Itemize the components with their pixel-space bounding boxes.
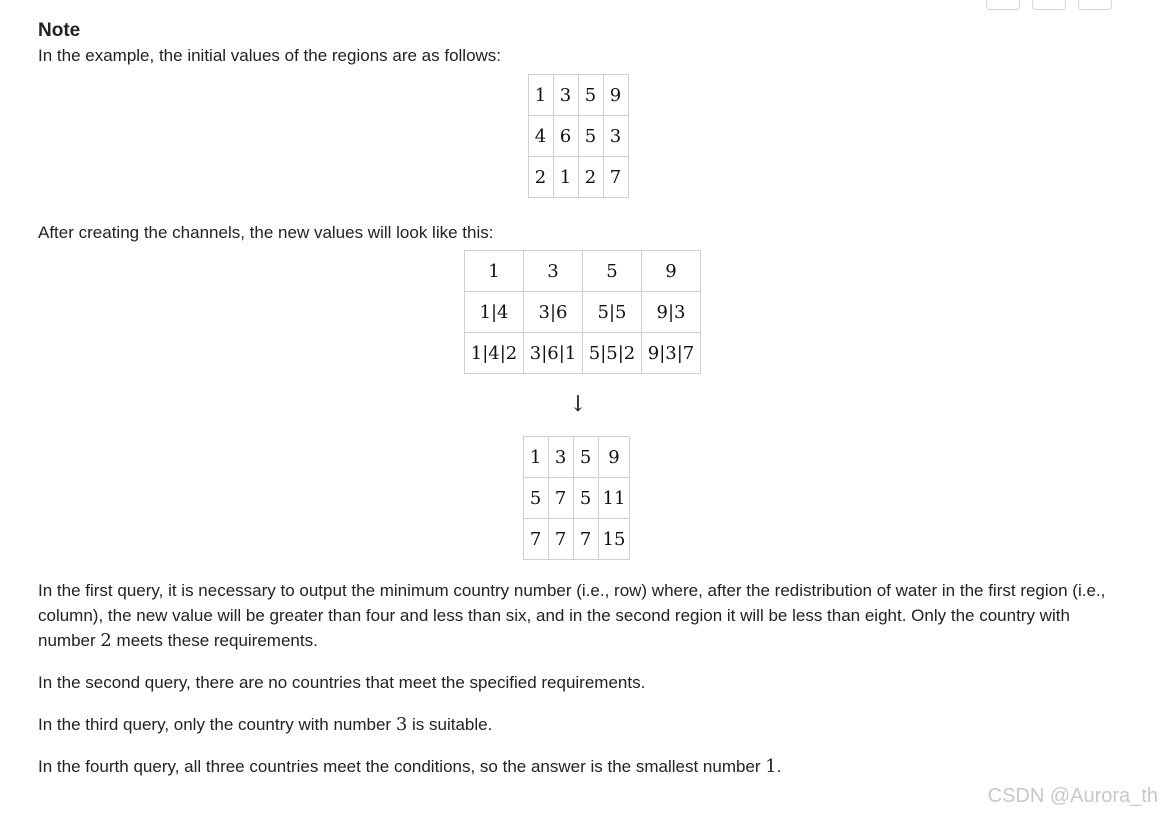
table-cell: 9|3	[642, 292, 701, 333]
table-cell: 5	[523, 478, 548, 519]
new-values-table	[523, 436, 631, 560]
table-cell: 7	[548, 519, 573, 560]
table-cell: 9	[598, 437, 630, 478]
initial-values-table	[528, 74, 629, 198]
table-cell: 9	[603, 75, 628, 116]
translate-icon[interactable]	[1078, 0, 1112, 10]
table-cell: 9|3|7	[642, 333, 701, 374]
table-cell: 5	[578, 75, 603, 116]
table-cell: 3	[548, 437, 573, 478]
channels-table-wrap	[47, 250, 1118, 374]
table-cell: 1	[528, 75, 553, 116]
more-icon[interactable]	[986, 0, 1020, 10]
table-cell: 2	[528, 157, 553, 198]
table-cell: 7	[573, 519, 598, 560]
note-section	[38, 19, 1118, 779]
table-cell: 7	[548, 478, 573, 519]
down-arrow: ↓	[568, 392, 588, 417]
query-4-explanation: In the fourth query, all three countries meet the conditions, so the answer is the smallest number 1.	[38, 756, 782, 777]
table-cell: 7	[523, 519, 548, 560]
table-cell: 1	[465, 251, 524, 292]
table-cell: 15	[598, 519, 630, 560]
table-cell: 3	[603, 116, 628, 157]
table-cell: 1	[553, 157, 578, 198]
after-text: After creating the channels, the new values will look like this:	[38, 223, 494, 242]
intro-text: In the example, the initial values of the regions are as follows:	[38, 46, 502, 65]
new-values-table-wrap	[35, 436, 1118, 560]
channels-table	[464, 250, 701, 374]
table-cell: 3	[524, 251, 583, 292]
table-cell: 1|4	[465, 292, 524, 333]
table-cell: 2	[578, 157, 603, 198]
initial-table-wrap	[38, 74, 1118, 198]
table-cell: 5	[578, 116, 603, 157]
table-row	[528, 116, 628, 157]
note-heading: Note	[38, 20, 81, 41]
table-row	[465, 251, 701, 292]
table-cell: 5	[583, 251, 642, 292]
toolbar-buttons	[986, 0, 1112, 10]
table-cell: 5|5	[583, 292, 642, 333]
table-cell: 1|4|2	[465, 333, 524, 374]
table-row	[523, 437, 630, 478]
table-cell: 5	[573, 478, 598, 519]
table-cell: 3	[553, 75, 578, 116]
table-cell: 5|5|2	[583, 333, 642, 374]
table-cell: 1	[523, 437, 548, 478]
table-row	[523, 519, 630, 560]
copy-icon[interactable]	[1032, 0, 1066, 10]
table-row	[528, 75, 628, 116]
watermark: CSDN @Aurora_th	[987, 785, 1158, 807]
table-cell: 9	[642, 251, 701, 292]
table-cell: 7	[603, 157, 628, 198]
query-1-explanation: In the first query, it is necessary to output the minimum country number (i.e., row) where, after the redistribution of water in the first region (i.e., column), the new value will be greater than four and less than six, and in the second region it will be less than eight. Only the country with number 2 meets these requirements.	[38, 581, 1106, 651]
table-row	[528, 157, 628, 198]
query-2-explanation: In the second query, there are no countries that meet the specified requirements.	[38, 673, 646, 692]
table-cell: 3|6|1	[524, 333, 583, 374]
table-cell: 11	[598, 478, 630, 519]
table-cell: 6	[553, 116, 578, 157]
table-row	[523, 478, 630, 519]
table-cell: 4	[528, 116, 553, 157]
table-cell: 5	[573, 437, 598, 478]
query-3-explanation: In the third query, only the country with number 3 is suitable.	[38, 714, 493, 735]
table-row	[465, 333, 701, 374]
table-row	[465, 292, 701, 333]
table-cell: 3|6	[524, 292, 583, 333]
